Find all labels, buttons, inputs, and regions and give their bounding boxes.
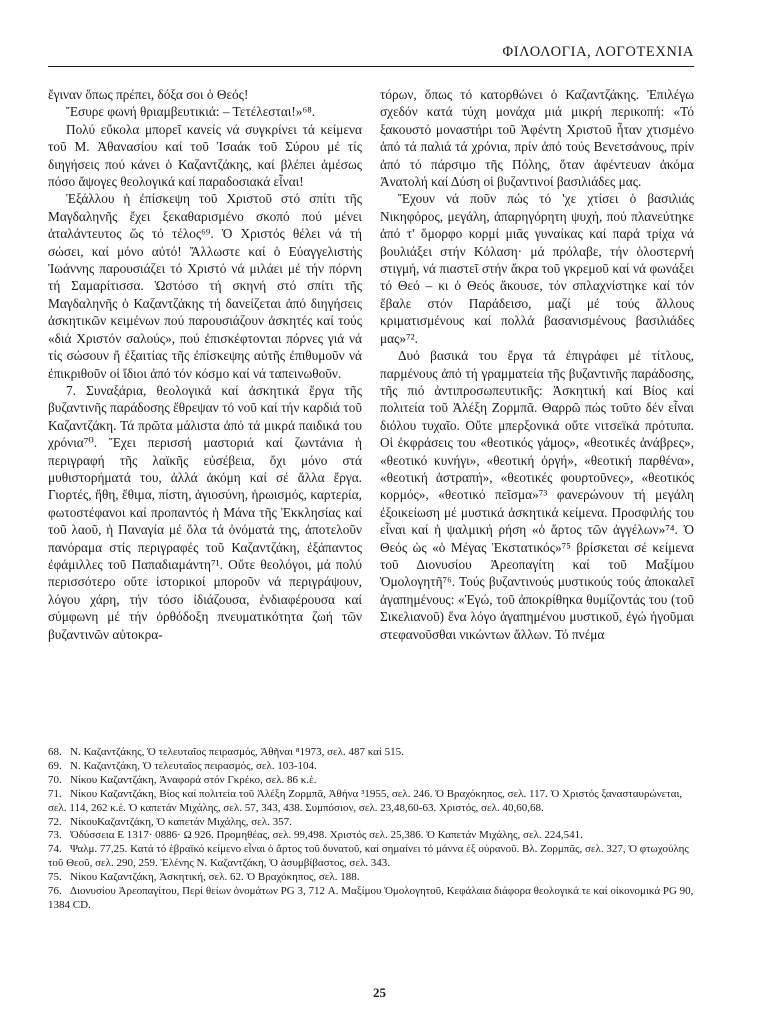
right-paragraph-2: Ἔχουν νά ποῦν πώς τό 'χε χτίσει ὁ βασιλιάς Νικηφόρος, μεγάλη, ἀπαρηγόρητη ψυχή, πού πλανεύτηκε ἀπό τ' ὄμορφο κορμί μιᾶς γυναίκας καί παρά τρίχα νά βουλιάξει στήν Κόλαση· μά πρόλαβε, τήν ὁλοστερνή στιγμή, νά πιαστεῖ στήν ἄκρα τοῦ γκρεμοῦ καί νά φωνάξει τό Θεό – κι ὁ Θεός ἄκουσε, τόν σπλαχνίστηκε καί τόν ἔβαλε στόν Παράδεισο, μαζί μέ τούς ἄλλους κριματισμένους καί πολλά βασανισμένους βασιλιάδες μας»⁷². (380, 191, 694, 346)
footnote-number: 73. (48, 829, 62, 842)
footnote (48, 843, 694, 871)
header-rule (48, 66, 694, 67)
left-paragraph-4: Ἐξάλλου ἡ ἐπίσκεψη τοῦ Χριστοῦ στό σπίτι τῆς Μαγδαληνῆς ἔχει ξεκαθαρισμένο σκοπό πού μένει ἀταλάντευτος ὥς τό τέλος⁶⁹. Ὁ Χριστός θέλει νά τή σώσει, καί μόνο αὐτό! Ἄλλωστε καί ὁ Εὐαγγελιστής Ἰωάννης παρουσιάζει τό Χριστό νά μιλάει μέ τήν πόρνη τή Σαμαρίτισσα. Ὡστόσο τή σκηνή στό σπίτι τῆς Μαγδαληνῆς ὁ Καζαντζάκης τή δανείζεται ἀπό διηγήσεις ἀσκητικῶν κειμένων πού παρουσιάζουν ἀσκητές καί τούς «διά Χριστόν σαλούς», πού ἐπισκέφτονται πόρνες γιά νά τίς σώσουν ἤ ἐξαιτίας τῆς ἐπίσκεψης αὐτῆς ἐπιθυμοῦν νά ἐπικριθοῦν οἱ ἴδιοι ἀπό τόν κόσμο καί νά ταπεινωθοῦν. (48, 191, 362, 381)
footnote-text: Ψαλμ. 77,25. Κατά τό ἑβραϊκό κείμενο εἶναι ὁ ἄρτος τοῦ δυνατοῦ, καί σημαίνει τό μάννα ἐξ οὐρανοῦ. Βλ. Ζορμπᾶς, σελ. 327, Ὁ φτωχούλης τοῦ Θεοῦ, σελ. 290, 259. Ἑλένης Ν. Καζαντζάκη, Ὁ ἀσυμβίβαστος, σελ. 343. (48, 843, 689, 870)
footnote (48, 885, 694, 913)
footnote-text: Νίκου Καζαντζάκη, Βίος καί πολιτεία τοῦ Ἀλέξη Ζορμπᾶ, Ἀθήνα ³1955, σελ. 246. Ὁ Βραχόκηπος, σελ. 117. Ὁ Χριστός ξανασταυρώνεται, σελ. 114, 262 κ.ἑ. Ὁ καπετάν Μιχάλης, σελ. 57, 343, 438. Συμπόσιον, σελ. 23,48,60-63. Χριστός, σελ. 40,60,68. (48, 787, 683, 814)
footnote-number: 74. (48, 843, 62, 856)
footnote-number: 72. (48, 815, 62, 828)
footnotes (48, 746, 694, 913)
footnote-text: Διονυσίου Ἀρεοπαγίτου, Περί θείων ὀνομάτων PG 3, 712 Α. Μαξίμου Ὁμολογητοῦ, Κεφάλαια διάφορα θεολογικά τε καί οἰκονομικά PG 90, 1384 CD. (48, 885, 694, 911)
footnote (48, 774, 694, 788)
footnote-number: 75. (48, 871, 62, 884)
left-paragraph-1: ἔγιναν ὅπως πρέπει, δόξα σοι ὁ Θεός! (48, 87, 249, 102)
footnote-text: Ν. Καζαντζάκης, Ὁ τελευταῖος πειρασμός, Ἀθῆναι ⁸1973, σελ. 487 καί 515. (70, 746, 404, 758)
footnote-number: 71. (48, 787, 62, 800)
footnote (48, 829, 694, 843)
footnote (48, 816, 694, 830)
left-paragraph-3: Πολύ εὔκολα μπορεῖ κανείς νά συγκρίνει τά κείμενα τοῦ Μ. Ἀθανασίου καί τοῦ Ἰσαάκ τοῦ Σύρου μέ τίς διηγήσεις πού κάνει ὁ Καζαντζάκης, καί βλέπει ἀμέσως πόσο ἄψογες θεολογικά καί παραδοσιακά εἶναι! (48, 121, 362, 190)
footnote-number: 70. (48, 773, 62, 786)
footnote (48, 871, 694, 885)
page-number: 25 (373, 985, 386, 1000)
left-paragraph-2: Ἔσυρε φωνή θριαμβευτικιά: – Τετέλεσται!»⁶⁸. (66, 104, 316, 120)
left-paragraph-5: 7. Συναξάρια, θεολογικά καί ἀσκητικά ἔργα τῆς βυζαντινῆς παράδοσης ἔθρεψαν τό νοῦ καί τήν καρδιά τοῦ Καζαντζάκη. Τά πρῶτα μάλιστα ἀπό τά μικρά παιδικά του χρόνια⁷⁰. Ἔχει περισσή μαστοριά καί ζωντάνια ἡ περιγραφή τῆς λαϊκῆς εὐσέβεια, ὄχι μόνο στά μυθιστορήματά του, ἀλλά ἀκόμη καί σέ ἄλλα ἔργα. Γιορτές, ἤθη, ἔθιμα, πίστη, ἁγιοσύνη, ἡρωισμός, καρτερία, φωτοστέφανοι καί προπαντός ἡ Μάνα τῆς Ἐκκλησίας καί τοῦ λαοῦ, ἡ Παναγία μέ ὅλα τά ὀνόματά της, ἀποτελοῦν πανόραμα στίς περιγραφές τοῦ Καζαντζάκη, ἐξάπαντος ἐφάμιλλες τοῦ Παπαδιαμάντη⁷¹. Οὔτε θεολόγοι, μά πολύ περισσότερο οὔτε ἱστορικοί μποροῦν νά περιγράψουν, λόγου χάρη, τήν τόσο ἰδιάζουσα, ἐνδιαφέρουσα καί σύμφωνη μέ τήν ὀρθόδοξη πνευματικότητα ζωή τῶν βυζαντινῶν αὐτοκρα- (48, 382, 362, 642)
footnote (48, 760, 694, 774)
footnote (48, 788, 694, 816)
left-column (48, 86, 362, 643)
running-head: ΦΙΛΟΛΟΓΙΑ, ΛΟΓΟΤΕΧΝΙΑ (502, 44, 694, 60)
footnote-number: 76. (48, 885, 62, 898)
footnote-text: Ὀδύσσεια Ε 1317· 0886· Ω 926. Προμηθέας, σελ. 99,498. Χριστός σελ. 25,386. Ὁ Καπετάν Μιχάλης, σελ. 224,541. (70, 829, 583, 842)
footnote-text: Νίκου Καζαντζάκη, Ἀσκητική, σελ. 62. Ὁ Βραχόκηπος, σελ. 188. (70, 871, 360, 884)
right-paragraph-3: Δυό βασικά του ἔργα τά ἐπιγράφει μέ τίτλους, παρμένους ἀπό τή γραμματεία τῆς βυζαντινῆς παράδοσης, τῆς πιό ἀντιπροσωπευτικῆς: Ἀσκητική καί Βίος καί πολιτεία τοῦ Ἀλέξη Ζορμπᾶ. Θαρρῶ πώς τοῦτο δέν εἶναι διόλου τυχαῖο. Οὔτε μπερξονικά οὔτε νιτσεϊκά πρότυπα. Οἱ ἐκφράσεις του «θεοτικός γάμος», «θεοτικές ἀνάβρες», «θεοτικό κυνήγι», «θεοτική ὀργή», «θεοτική παρθένα», «θεοτική ἀστραπή», «θεοτικές φουρτοῦνες», «θεοτικός κορμός», «θεοτικό πεῖσμα»⁷³ φανερώνουν τή μεγάλη ἐξοικείωση μέ μυστικά ἀσκητικά κείμενα. Προσφιλής του εἶναι καί ἡ ψαλμική ρήση «ὁ ἄρτος τῶν ἀγγέλων»⁷⁴. Ὁ Θεός ὡς «ὁ Μέγας Ἐκστατικός»⁷⁵ βρίσκεται σέ κείμενα τοῦ Διονυσίου Ἀρεοπαγίτη καί τοῦ Μαξίμου Ὁμολογητῆ⁷⁶. Τούς βυζαντινούς μυστικούς τούς ἀποκαλεῖ ἀγαπημένους: «Ἐγώ, τοῦ ἀποκρίθηκα θυμίζοντάς του (τοῦ Σικελιανοῦ) ἕνα λόγο ἀγαπημένου μυστικοῦ, ἐγώ ἡγοῦμαι στεφανοῦσθαι νικώντων ἄλλων. Τό πνέμα (380, 348, 694, 642)
footnote-number: 69. (48, 759, 62, 772)
right-paragraph-1: τόρων, ὅπως τό κατορθώνει ὁ Καζαντζάκης. Ἐπιλέγω σχεδόν κατά τύχη μονάχα μιά μικρή περικοπή: «Τό ξακουστό μοναστήρι τοῦ Ἀφέντη Χριστοῦ ἦταν χτισμένο ἀπό τά παλιά τά χρόνια, πρίν ἀπό τούς Βενετσάνους, πρίν ἀπό τό πάρσιμο τῆς Πόλης, ὅταν ἀφέντευαν ἀκόμα Ἀνατολή καί Δύση οἱ βυζαντινοί βασιλιάδες μας. (380, 87, 694, 190)
right-column (380, 86, 694, 643)
footnote-text: ΝίκουΚαζαντζάκη, Ὁ καπετάν Μιχάλης, σελ. 357. (70, 815, 292, 828)
footnote-text: Νίκου Καζαντζάκη, Ἀναφορά στόν Γκρέκο, σελ. 86 κ.ἑ. (70, 773, 317, 786)
footnote-text: Ν. Καζαντζάκη, Ὁ τελευταῖος πειρασμός, σελ. 103-104. (70, 759, 317, 772)
footnote-number: 68. (48, 746, 62, 758)
footnote (48, 746, 694, 760)
